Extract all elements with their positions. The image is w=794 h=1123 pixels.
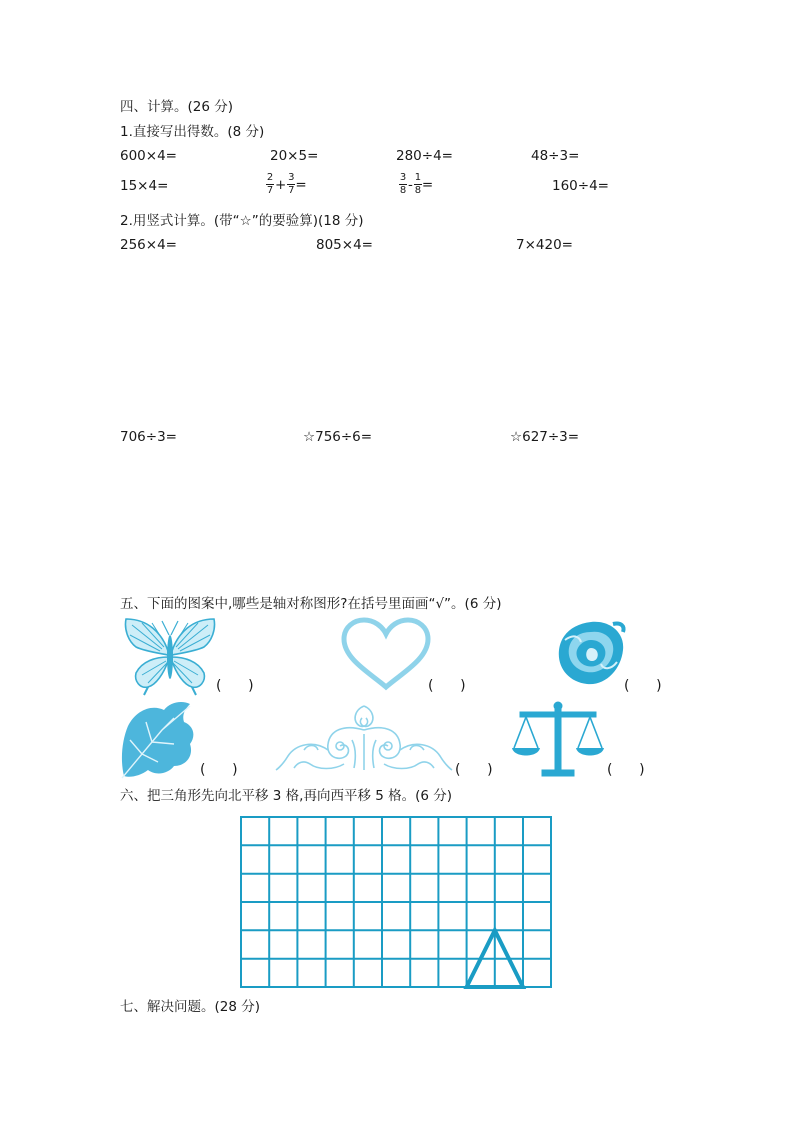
vertical-calc-756div6: ☆756÷6= [303, 429, 373, 445]
section7-title: 七、解决问题。(28 分) [120, 999, 261, 1015]
numerator: 2 [266, 172, 274, 183]
part2-title: 2.用竖式计算。(带“☆”的要验算)(18 分) [120, 213, 364, 229]
section5-title: 五、下面的图案中,哪些是轴对称图形?在括号里面画“√”。(6 分) [120, 596, 502, 612]
section6-title: 六、把三角形先向北平移 3 格,再向西平移 5 格。(6 分) [120, 788, 453, 804]
butterfly-icon [122, 615, 218, 695]
fraction [287, 173, 295, 196]
calc-600x4: 600×4= [120, 148, 177, 164]
answer-paren-ornament[interactable]: ( ) [455, 762, 493, 778]
vertical-calc-7x420: 7×420= [516, 237, 573, 253]
numerator: 3 [399, 172, 407, 183]
equals-sign: = [421, 176, 434, 193]
translation-grid [240, 816, 552, 988]
ornament-icon [274, 700, 454, 776]
vertical-calc-805x4: 805×4= [316, 237, 373, 253]
fraction [266, 173, 274, 196]
answer-paren-leaf[interactable]: ( ) [200, 762, 238, 778]
section4-title: 四、计算。(26 分) [120, 99, 234, 115]
denominator: 8 [414, 185, 422, 196]
answer-paren-rose[interactable]: ( ) [624, 678, 662, 694]
numerator: 1 [414, 172, 422, 183]
calc-48div3: 48÷3= [531, 148, 580, 164]
rose-icon [553, 618, 629, 690]
answer-paren-heart[interactable]: ( ) [428, 678, 466, 694]
fraction [414, 173, 422, 196]
calc-160div4: 160÷4= [552, 178, 609, 194]
equals-sign: = [295, 176, 307, 193]
fraction-difference [399, 173, 433, 196]
vertical-calc-706div3: 706÷3= [120, 429, 177, 445]
answer-paren-butterfly[interactable]: ( ) [216, 678, 254, 694]
balance-scale-icon [512, 700, 604, 778]
denominator: 7 [266, 185, 274, 196]
denominator: 8 [399, 185, 407, 196]
fraction-sum [266, 173, 307, 196]
leaf-icon [118, 700, 198, 778]
calc-15x4: 15×4= [120, 178, 169, 194]
vertical-calc-627div3: ☆627÷3= [510, 429, 580, 445]
calc-280div4: 280÷4= [396, 148, 453, 164]
vertical-calc-256x4: 256×4= [120, 237, 177, 253]
calc-20x5: 20×5= [270, 148, 319, 164]
part1-title: 1.直接写出得数。(8 分) [120, 124, 265, 140]
heart-icon [340, 617, 432, 693]
answer-paren-scale[interactable]: ( ) [607, 762, 645, 778]
denominator: 7 [288, 185, 295, 196]
operator: + [275, 176, 287, 193]
fraction [399, 173, 407, 196]
numerator: 3 [288, 172, 295, 183]
operator: - [408, 176, 413, 193]
